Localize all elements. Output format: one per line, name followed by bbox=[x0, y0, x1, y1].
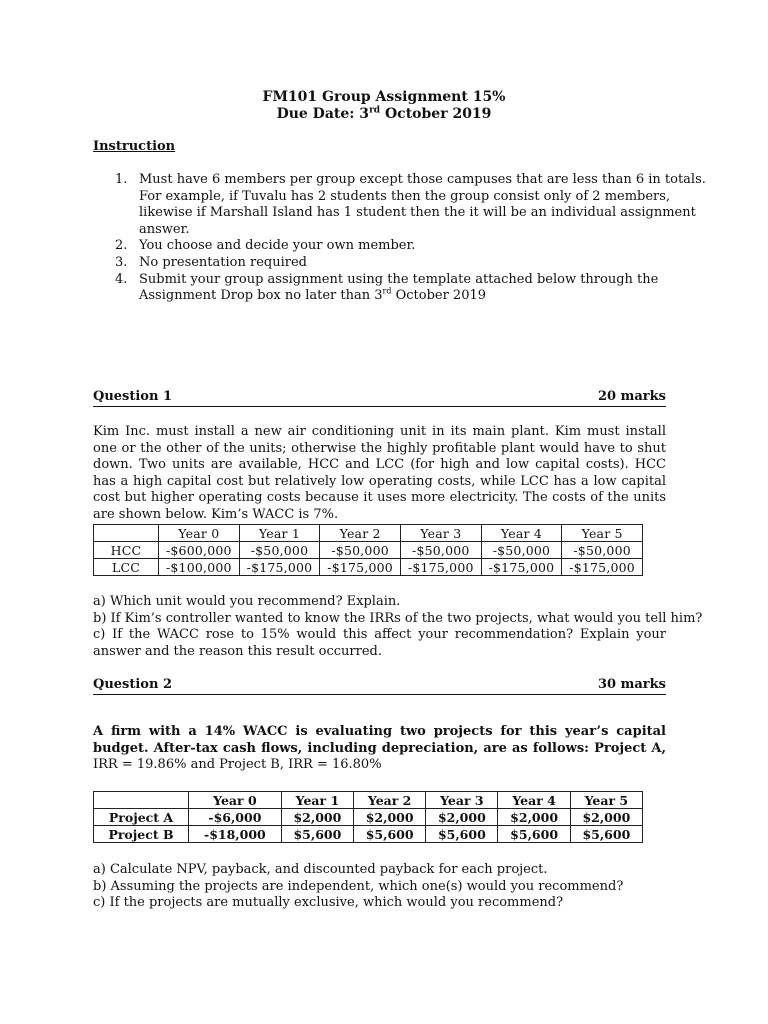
question1-header bbox=[93, 390, 666, 407]
question1-body: Kim Inc. must install a new air conditioning unit in its main plant. Kim must install one or the other of the units; otherwise the highly profitable plant would have to shut down. Two units are available, HCC and LCC (for high and low capital costs). HCC has a high capital cost but relatively low operating costs, while LCC has a low capital cost but higher operating costs because it uses more electricity. The costs of the units are shown below. Kim’s WACC is 7%. bbox=[93, 424, 666, 522]
due-date bbox=[0, 106, 768, 123]
question2-body-rest: IRR = 19.86% and Project B, IRR = 16.80% bbox=[93, 757, 382, 773]
subquestion: b) Assuming the projects are independent, which one(s) would you recommend? bbox=[93, 878, 624, 894]
table-cell: Project A bbox=[94, 809, 189, 826]
table-cell: $5,600 bbox=[498, 826, 570, 843]
instruction-list bbox=[93, 172, 719, 305]
item-text-end: October 2019 bbox=[391, 288, 487, 304]
table-cell: -$18,000 bbox=[189, 826, 282, 843]
question2-body bbox=[93, 724, 666, 774]
table-cell: $2,000 bbox=[426, 809, 498, 826]
item-number: 2. bbox=[115, 238, 128, 254]
item-text: Submit your group assignment using the template attached below through the Assignment Drop box no later than 3 bbox=[139, 271, 659, 304]
table-cell: -$175,000 bbox=[400, 559, 481, 576]
instruction-item bbox=[115, 172, 719, 238]
item-text: Must have 6 members per group except those campuses that are less than 6 in totals. For example, if Tuvalu has 2 students then the group consist only of 2 members, likewise if Marshall Island has 1 student then the it will be an individual assignment answer. bbox=[139, 172, 706, 237]
table-cell bbox=[94, 525, 159, 542]
question1-marks: 20 marks bbox=[598, 389, 666, 404]
due-date-suffix: October 2019 bbox=[380, 106, 492, 122]
table-cell bbox=[94, 792, 189, 809]
subquestion: a) Which unit would you recommend? Explain. bbox=[93, 594, 401, 609]
table-cell: HCC bbox=[94, 542, 159, 559]
item-number: 4. bbox=[115, 271, 128, 287]
instruction-item bbox=[115, 238, 719, 255]
table-cell: -$175,000 bbox=[239, 559, 320, 576]
table-row bbox=[94, 559, 643, 576]
subquestion: a) Calculate NPV, payback, and discounted payback for each project. bbox=[93, 862, 548, 877]
table-cell: Project B bbox=[94, 826, 189, 843]
question1-label: Question 1 bbox=[93, 389, 173, 404]
question2-marks: 30 marks bbox=[598, 677, 666, 692]
table-cell: -$50,000 bbox=[562, 542, 643, 559]
table-cell: -$50,000 bbox=[400, 542, 481, 559]
table-cell: Year 0 bbox=[189, 792, 282, 809]
table-cell: Year 3 bbox=[426, 792, 498, 809]
question2-header bbox=[93, 678, 666, 695]
question2-body-bold: A firm with a 14% WACC is evaluating two projects for this year’s capital budget. After-tax cash flows, including depreciation, are as follows: Project A, bbox=[93, 724, 666, 756]
table-cell: Year 5 bbox=[562, 525, 643, 542]
table-cell: -$6,000 bbox=[189, 809, 282, 826]
subquestion: c) If the projects are mutually exclusive, which would you recommend? bbox=[93, 895, 564, 911]
table-cell: $5,600 bbox=[570, 826, 642, 843]
table-cell: Year 5 bbox=[570, 792, 642, 809]
due-date-prefix: Due Date: 3 bbox=[276, 106, 370, 122]
item-number: 3. bbox=[115, 254, 128, 270]
question2-table bbox=[93, 791, 643, 843]
table-header-row bbox=[94, 792, 643, 809]
table-cell: -$175,000 bbox=[320, 559, 401, 576]
question2-subquestions bbox=[93, 862, 666, 912]
table-cell: $5,600 bbox=[426, 826, 498, 843]
table-cell: -$100,000 bbox=[159, 559, 240, 576]
document-title: FM101 Group Assignment 15% bbox=[262, 89, 506, 105]
instruction-item bbox=[115, 271, 719, 305]
table-header-row bbox=[94, 525, 643, 542]
table-cell: $5,600 bbox=[354, 826, 426, 843]
item-number: 1. bbox=[115, 172, 128, 187]
table-cell: Year 2 bbox=[354, 792, 426, 809]
table-cell: -$175,000 bbox=[481, 559, 562, 576]
table-row bbox=[94, 809, 643, 826]
question1-subquestions bbox=[93, 594, 703, 660]
item-text: You choose and decide your own member. bbox=[139, 238, 416, 254]
table-cell: Year 4 bbox=[498, 792, 570, 809]
table-cell: -$50,000 bbox=[239, 542, 320, 559]
table-cell: $5,600 bbox=[281, 826, 353, 843]
table-cell: Year 1 bbox=[239, 525, 320, 542]
table-row bbox=[94, 542, 643, 559]
table-cell: Year 1 bbox=[281, 792, 353, 809]
table-cell: -$50,000 bbox=[481, 542, 562, 559]
table-cell: -$50,000 bbox=[320, 542, 401, 559]
table-cell: Year 4 bbox=[481, 525, 562, 542]
table-cell: Year 2 bbox=[320, 525, 401, 542]
table-row bbox=[94, 826, 643, 843]
table-cell: LCC bbox=[94, 559, 159, 576]
table-cell: -$175,000 bbox=[562, 559, 643, 576]
table-cell: Year 0 bbox=[159, 525, 240, 542]
due-date-sup: rd bbox=[369, 105, 381, 116]
instruction-heading: Instruction bbox=[93, 139, 176, 154]
item-sup: rd bbox=[382, 286, 392, 296]
instruction-item bbox=[115, 254, 719, 272]
table-cell: $2,000 bbox=[354, 809, 426, 826]
subquestion: c) If the WACC rose to 15% would this affect your recommendation? Explain your answer and the reason this result occurred. bbox=[93, 627, 666, 659]
table-cell: Year 3 bbox=[400, 525, 481, 542]
item-text: No presentation required bbox=[139, 254, 307, 270]
table-cell: -$600,000 bbox=[159, 542, 240, 559]
question1-table bbox=[93, 524, 643, 576]
table-cell: $2,000 bbox=[570, 809, 642, 826]
subquestion: b) If Kim’s controller wanted to know the IRRs of the two projects, what would you tell him? bbox=[93, 610, 703, 626]
question2-label: Question 2 bbox=[93, 677, 173, 692]
table-cell: $2,000 bbox=[498, 809, 570, 826]
table-cell: $2,000 bbox=[281, 809, 353, 826]
